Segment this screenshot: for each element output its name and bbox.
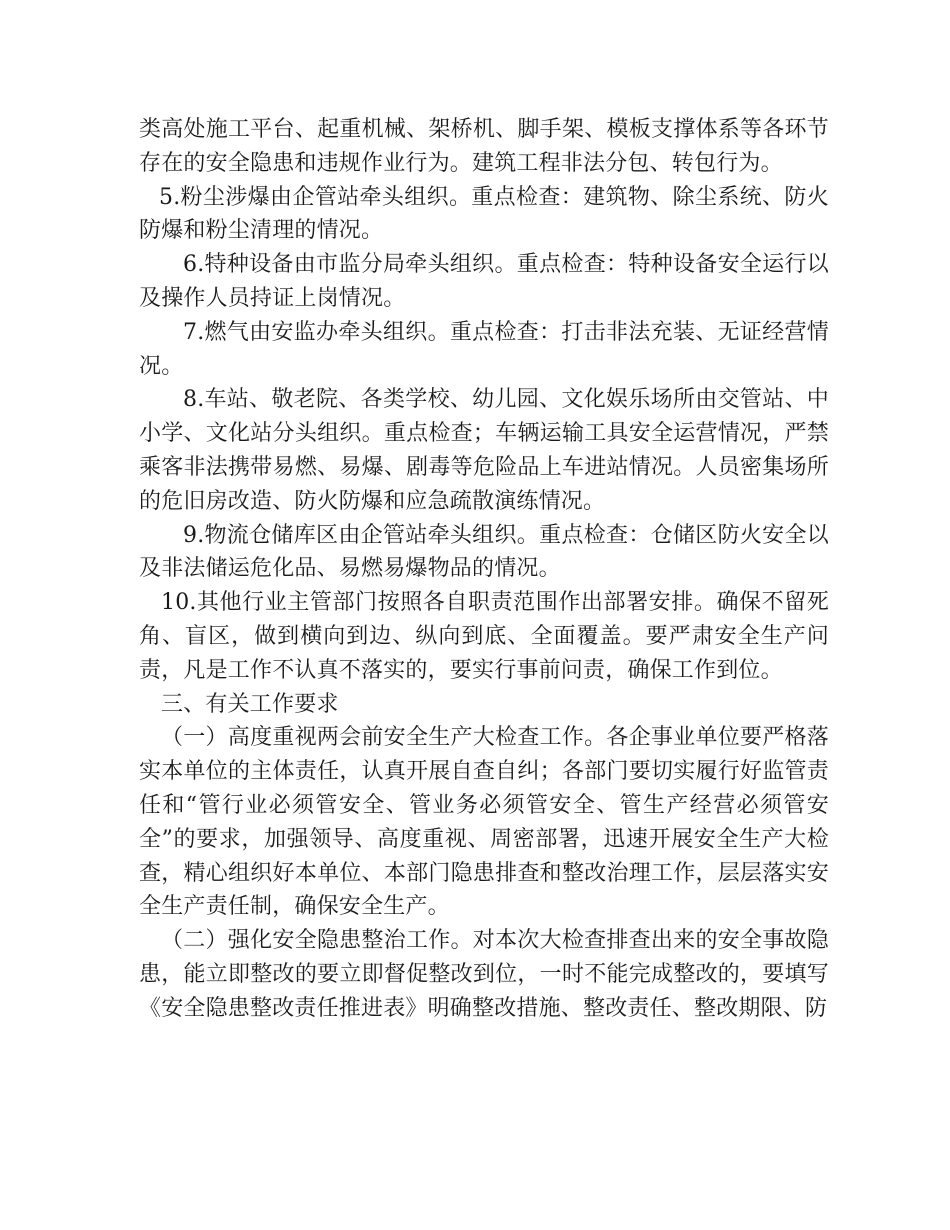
paragraph-construction-continued: 类高处施工平台、起重机械、架桥机、脚手架、模板支撑体系等各环节存在的安全隐患和违规作业行为。建筑工程非法分包、转包行为。: [139, 117, 829, 176]
section-heading-requirements: 三、有关工作要求: [161, 691, 339, 717]
paragraph-item-5: 5.粉尘涉爆由企管站牵头组织。重点检查：建筑物、除尘系统、防火防爆和粉尘清理的情况。: [139, 184, 829, 244]
paragraph-item-8: 8.车站、敬老院、各类学校、幼儿园、文化娱乐场所由交管站、中小学、文化站分头组织。重点检查；车辆运输工具安全运营情况，严禁乘客非法携带易燃、易爆、剧毒等危险品上车进站情况。人员密集场所的危旧房改造、防火防爆和应急疏散演练情况。: [139, 387, 829, 514]
paragraph-requirement-2: （二）强化安全隐患整治工作。对本次大检查排查出来的安全事故隐患，能立即整改的要立即督促整改到位，一时不能完成整改的，要填写《安全隐患整改责任推进表》明确整改措施、整改责任、整改期限、防: [139, 928, 829, 1021]
paragraph-item-9: 9.物流仓储库区由企管站牵头组织。重点检查：仓储区防火安全以及非法储运危化品、易燃易爆物品的情况。: [139, 522, 829, 582]
paragraph-item-6: 6.特种设备由市监分局牵头组织。重点检查：特种设备安全运行以及操作人员持证上岗情况。: [139, 252, 829, 311]
document-body: [139, 113, 829, 1026]
paragraph-item-10: 10.其他行业主管部门按照各自职责范围作出部署安排。确保不留死角、盲区，做到横向到边、纵向到底、全面覆盖。要严肃安全生产问责，凡是工作不认真不落实的，要实行事前问责，确保工作到位。: [139, 590, 829, 683]
paragraph-item-7: 7.燃气由安监办牵头组织。重点检查：打击非法充装、无证经营情况。: [139, 319, 829, 379]
paragraph-requirement-1: （一）高度重视两会前安全生产大检查工作。各企事业单位要严格落实本单位的主体责任，认真开展自查自纠；各部门要切实履行好监管责任和“管行业必须管安全、管业务必须管安全、管生产经营必须管安全”的要求，加强领导、高度重视、周密部署，迅速开展安全生产大检查，精心组织好本单位、本部门隐患排查和整改治理工作，层层落实安全生产责任制，确保安全生产。: [139, 725, 829, 920]
